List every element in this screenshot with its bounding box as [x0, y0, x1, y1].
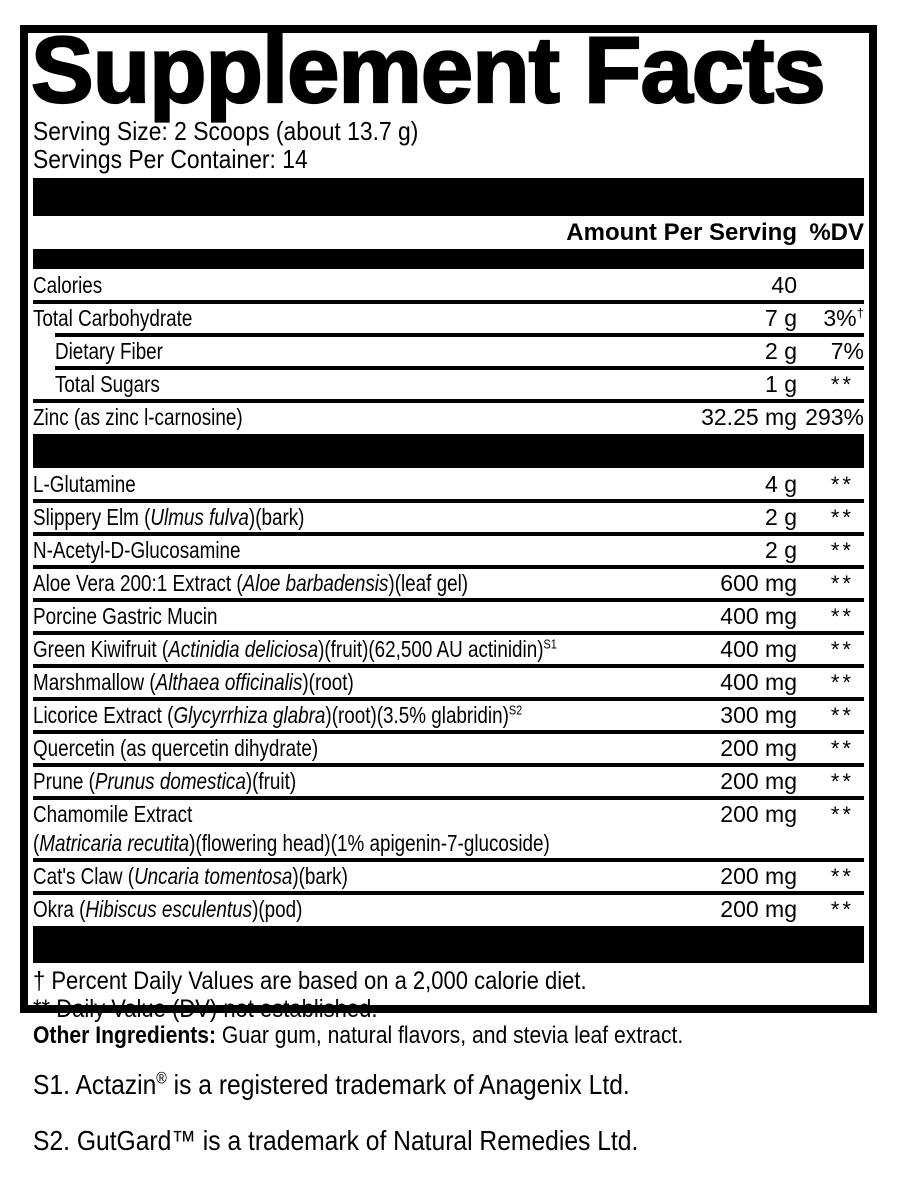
nutrient-row	[33, 403, 864, 432]
ingredient-row	[33, 470, 864, 499]
nutrient-name-text: Slippery Elm (Ulmus fulva)(bark)	[33, 504, 305, 530]
amount-cell: 200 mg	[720, 896, 797, 922]
ingredient-row	[33, 800, 864, 858]
nutrient-name-text: Licorice Extract (Glycyrrhiza glabra)(root)(3.5% glabridin)$^{S2}$	[33, 702, 523, 728]
ingredient-row	[33, 503, 864, 532]
footnote-line: † Percent Daily Values are based on a 2,000 calorie diet.	[33, 967, 587, 995]
amount-cell: 2 g	[765, 504, 797, 530]
dv-cell: **	[830, 703, 854, 728]
dv-cell: **	[830, 897, 854, 922]
nutrient-name-text: Okra (Hibiscus esculentus)(pod)	[33, 896, 303, 922]
ingredient-row	[33, 767, 864, 796]
nutrient-name	[33, 569, 692, 598]
section-bar-bottom	[33, 926, 864, 963]
nutrient-name-text: Calories	[33, 272, 103, 298]
amount-cell: 32.25 mg	[701, 404, 797, 430]
amount-cell: 300 mg	[720, 702, 797, 728]
ingredient-row	[33, 701, 864, 730]
dv-cell: **	[830, 538, 854, 563]
amount-cell: 4 g	[765, 471, 797, 497]
dv-cell: 293%	[805, 404, 864, 430]
footnotes	[33, 967, 864, 1023]
dv-cell: **	[830, 604, 854, 629]
amount-cell: 600 mg	[720, 570, 797, 596]
nutrient-name	[33, 800, 692, 858]
nutrient-name-text: Chamomile Extract	[33, 801, 193, 827]
dv-cell: **	[830, 571, 854, 596]
nutrient-name-text: Total Carbohydrate	[33, 305, 193, 331]
dv-cell: **	[830, 670, 854, 695]
nutrient-name	[33, 370, 692, 399]
ingredient-rows-section	[33, 468, 864, 924]
nutrient-name-text: Zinc (as zinc l-carnosine)	[33, 404, 243, 430]
ingredient-row	[33, 635, 864, 664]
amount-cell: 400 mg	[720, 603, 797, 629]
nutrient-name-text: Marshmallow (Althaea officinalis)(root)	[33, 669, 354, 695]
dv-cell: **	[830, 637, 854, 662]
dv-cell: **	[830, 802, 854, 827]
amount-cell: 2 g	[765, 537, 797, 563]
ingredient-row	[33, 569, 864, 598]
other-ingredients-label: Other Ingredients:	[33, 1022, 217, 1049]
amount-cell: 7 g	[765, 305, 797, 331]
nutrient-row	[33, 370, 864, 399]
trademark-note-s2: S2. GutGard™ is a trademark of Natural Remedies Ltd.	[33, 1125, 639, 1156]
dv-cell: **	[830, 769, 854, 794]
other-ingredients-cond	[33, 1022, 683, 1050]
nutrient-name-text: Quercetin (as quercetin dihydrate)	[33, 735, 319, 761]
nutrient-name	[33, 734, 692, 763]
dv-cell: **	[830, 864, 854, 889]
nutrient-row	[33, 304, 864, 333]
nutrient-name	[33, 536, 692, 565]
ingredient-row	[33, 668, 864, 697]
trademark-note-s1: S1. Actazin® is a registered trademark of Anagenix Ltd.	[33, 1069, 630, 1100]
nutrient-name-text: Cat's Claw (Uncaria tomentosa)(bark)	[33, 863, 348, 889]
dv-cell: **	[830, 372, 854, 397]
other-ingredients-text: Guar gum, natural flavors, and stevia leaf extract.	[216, 1022, 684, 1049]
servings-per-container-text: Servings Per Container: 14	[33, 144, 308, 174]
amount-per-serving-header: Amount Per Serving	[566, 219, 797, 246]
dv-cell: **	[830, 505, 854, 530]
nutrient-name	[33, 403, 692, 432]
dv-cell: 3%†	[823, 305, 864, 331]
nutrient-name	[33, 470, 692, 499]
nutrient-name-text: Prune (Prunus domestica)(fruit)	[33, 768, 297, 794]
ingredient-row	[33, 862, 864, 891]
nutrient-rows-section	[33, 269, 864, 432]
nutrient-name-text: Green Kiwifruit (Actinidia deliciosa)(fruit)(62,500 AU actinidin)$^{S1}$	[33, 636, 557, 662]
amount-cell: 200 mg	[720, 863, 797, 889]
nutrient-name-text-line2: (Matricaria recutita)(flowering head)(1% apigenin-7-glucoside)	[33, 830, 550, 856]
nutrient-name-text: Porcine Gastric Mucin	[33, 603, 218, 629]
nutrient-name-text: Aloe Vera 200:1 Extract (Aloe barbadensis)(leaf gel)	[33, 570, 469, 596]
column-header-row	[33, 216, 864, 247]
nutrient-name	[33, 701, 692, 730]
nutrient-name	[33, 503, 692, 532]
ingredient-row	[33, 734, 864, 763]
amount-cell: 2 g	[765, 338, 797, 364]
nutrient-name	[33, 304, 692, 333]
dv-header: %DV	[809, 219, 864, 246]
amount-cell: 200 mg	[720, 735, 797, 761]
section-bar-header	[33, 249, 864, 269]
amount-cell: 200 mg	[720, 768, 797, 794]
other-ingredients-line	[33, 1022, 772, 1050]
nutrient-row	[33, 271, 864, 300]
amount-cell: 200 mg	[720, 801, 797, 827]
nutrient-name	[33, 635, 692, 664]
nutrient-name	[33, 668, 692, 697]
ingredient-row	[33, 602, 864, 631]
dv-cell: 7%	[830, 338, 864, 364]
nutrient-name-text: L-Glutamine	[33, 471, 136, 497]
nutrient-name	[33, 895, 692, 924]
dv-cell: **	[830, 736, 854, 761]
nutrient-name-text: Dietary Fiber	[55, 338, 163, 364]
nutrient-name	[33, 602, 692, 631]
nutrient-name	[33, 271, 692, 300]
section-bar-top	[33, 178, 864, 216]
nutrient-name-text: N-Acetyl-D-Glucosamine	[33, 537, 241, 563]
nutrient-name	[33, 862, 692, 891]
amount-cell: 40	[771, 272, 797, 298]
serving-size-text: Serving Size: 2 Scoops (about 13.7 g)	[33, 116, 419, 146]
ingredient-row	[33, 895, 864, 924]
nutrient-name-text: Total Sugars	[55, 371, 160, 397]
amount-cell: 400 mg	[720, 669, 797, 695]
nutrient-name	[33, 337, 692, 366]
panel-title: Supplement Facts	[31, 17, 825, 122]
amount-cell: 1 g	[765, 371, 797, 397]
nutrient-row	[33, 337, 864, 366]
dv-cell: **	[830, 472, 854, 497]
section-bar-middle	[33, 434, 864, 468]
nutrient-name	[33, 767, 692, 796]
ingredient-row	[33, 536, 864, 565]
supplement-facts-panel	[20, 17, 877, 1023]
footnote-line: ** Daily Value (DV) not established.	[33, 995, 378, 1023]
amount-cell: 400 mg	[720, 636, 797, 662]
servings-per-container-line	[33, 145, 864, 173]
